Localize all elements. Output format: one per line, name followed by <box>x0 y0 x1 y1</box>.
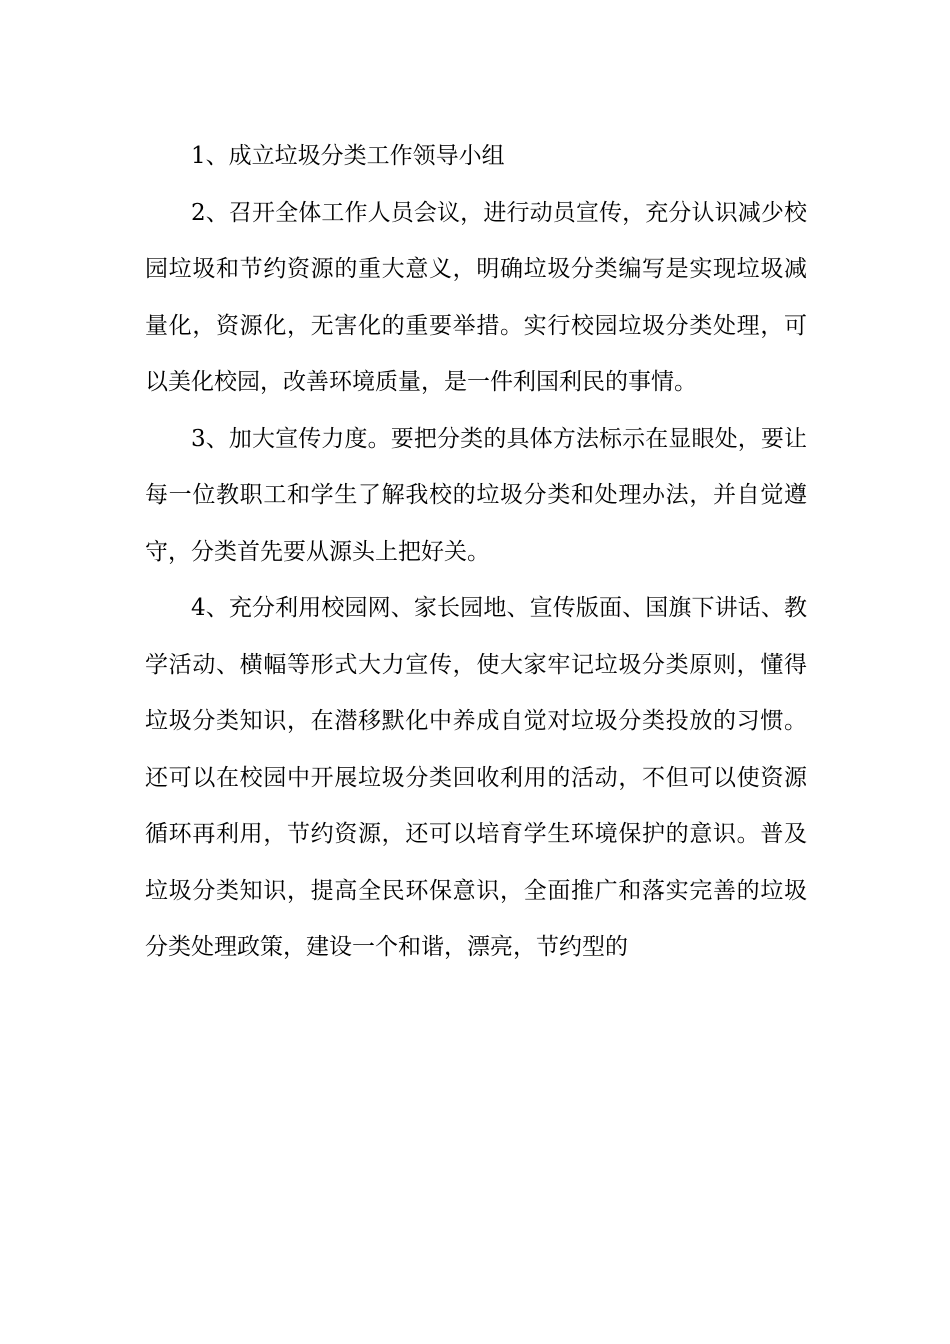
paragraph-2: 2、召开全体工作人员会议，进行动员宣传，充分认识减少校园垃圾和节约资源的重大意义，明确垃圾分类编写是实现垃圾减量化，资源化，无害化的重要举措。实行校园垃圾分类处理，可以美化校园，改善环境质量，是一件利国利民的事情。 <box>145 199 807 395</box>
paragraph-3: 3、加大宣传力度。要把分类的具体方法标示在显眼处，要让每一位教职工和学生了解我校的垃圾分类和处理办法，并自觉遵守，分类首先要从源头上把好关。 <box>145 425 807 565</box>
paragraph-4: 4、充分利用校园网、家长园地、宣传版面、国旗下讲话、教学活动、横幅等形式大力宣传，使大家牢记垃圾分类原则，懂得垃圾分类知识，在潜移默化中养成自觉对垃圾分类投放的习惯。还可以在校园中开展垃圾分类回收利用的活动，不但可以使资源循环再利用，节约资源，还可以培育学生环境保护的意识。普及垃圾分类知识，提高全民环保意识，全面推广和落实完善的垃圾分类处理政策，建设一个和谐，漂亮，节约型的 <box>145 595 807 960</box>
document-body <box>145 128 807 976</box>
paragraph-1: 1、成立垃圾分类工作领导小组 <box>191 143 505 169</box>
